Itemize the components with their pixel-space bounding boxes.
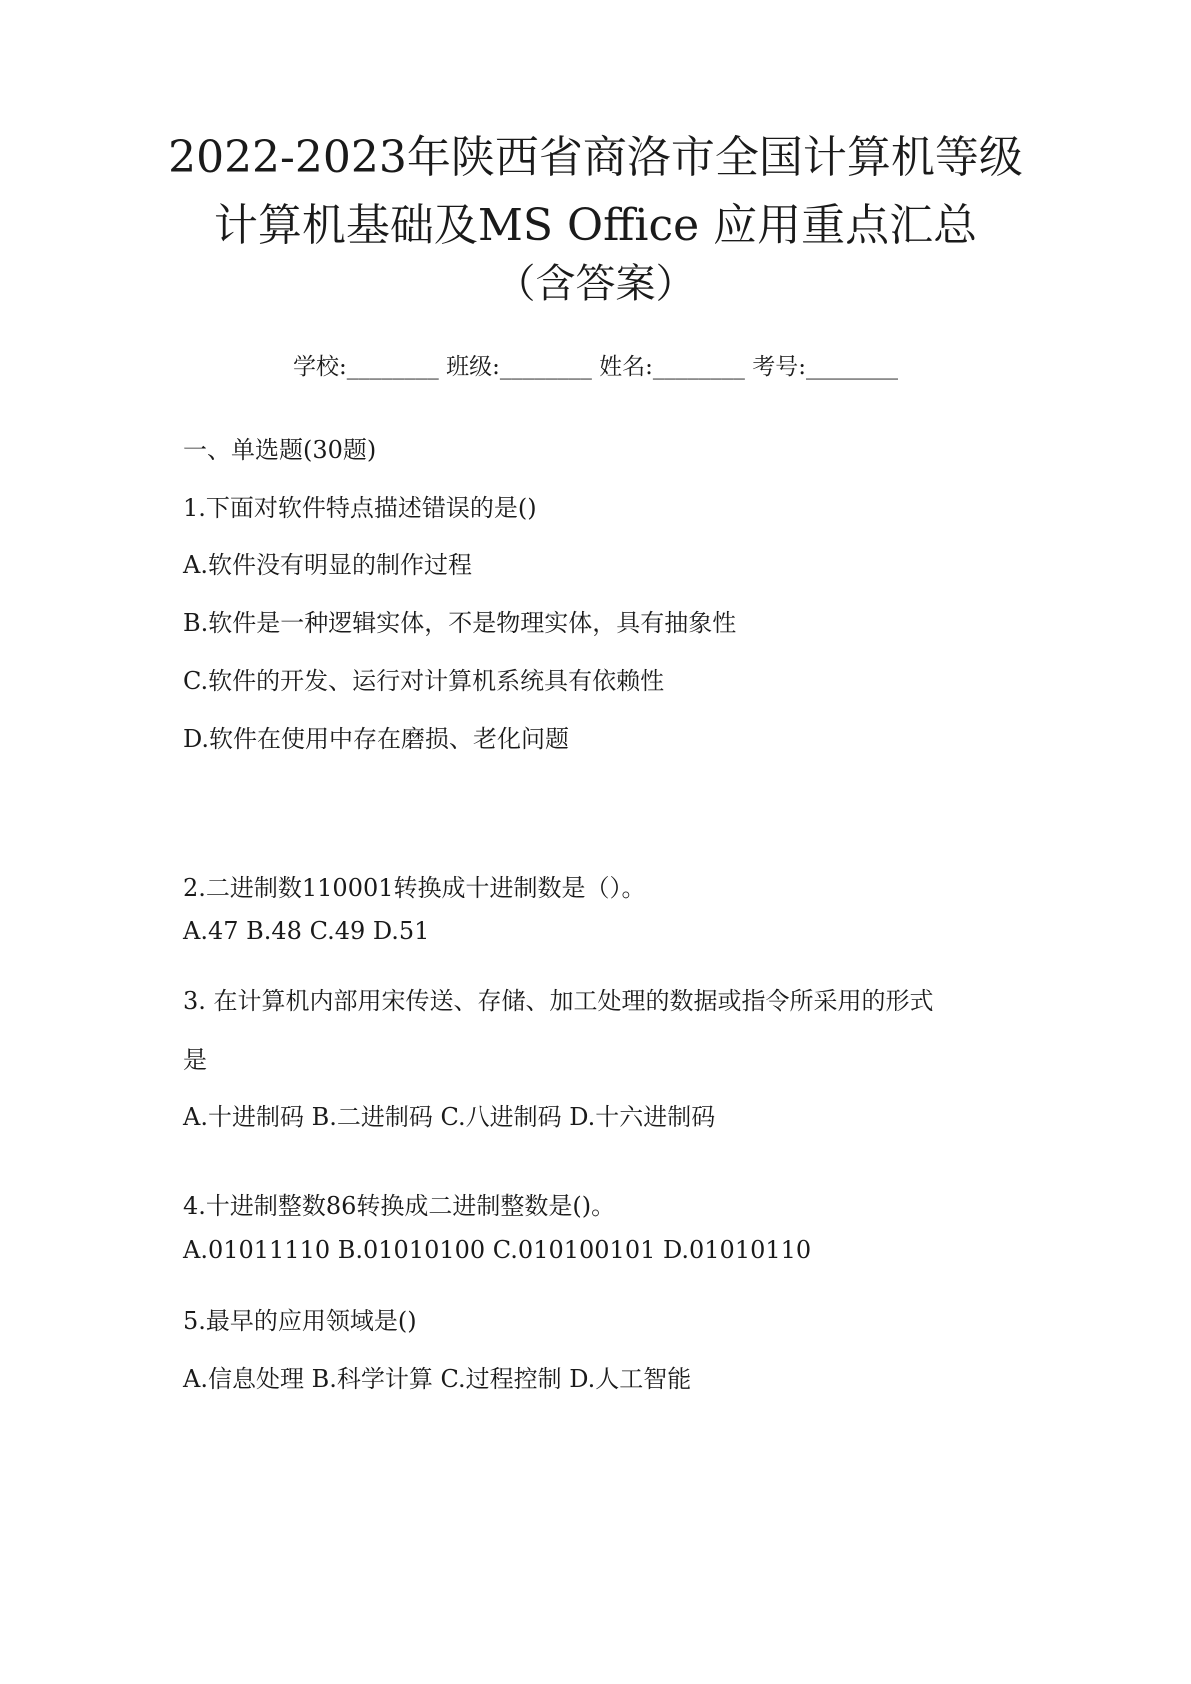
question-4-options: A.01011110 B.01010100 C.010100101 D.01010110	[183, 1236, 812, 1264]
question-3-stem-continued: 是	[183, 1046, 207, 1074]
question-3-stem: 3. 在计算机内部用宋传送、存储、加工处理的数据或指令所采用的形式	[183, 987, 934, 1015]
section-heading: 一、单选题(30题)	[183, 436, 377, 464]
question-1-stem: 1.下面对软件特点描述错误的是()	[183, 494, 537, 522]
question-5-stem: 5.最早的应用领域是()	[183, 1307, 417, 1335]
question-2-stem: 2.二进制数110001转换成十进制数是（）。	[183, 874, 646, 902]
question-1-option-b: B.软件是一种逻辑实体，不是物理实体，具有抽象性	[183, 609, 737, 637]
title-line-1: 2022-2023年陕西省商洛市全国计算机等级	[168, 132, 1023, 183]
question-1-option-c: C.软件的开发、运行对计算机系统具有依赖性	[183, 667, 665, 695]
title-line-2: 计算机基础及MS Office 应用重点汇总	[213, 200, 978, 251]
question-1-option-a: A.软件没有明显的制作过程	[183, 551, 472, 579]
question-1-option-d: D.软件在使用中存在磨损、老化问题	[183, 725, 570, 753]
question-3-options: A.十进制码 B.二进制码 C.八进制码 D.十六进制码	[183, 1103, 716, 1131]
question-2-options: A.47 B.48 C.49 D.51	[183, 917, 430, 945]
question-4-stem: 4.十进制整数86转换成二进制整数是()。	[183, 1192, 616, 1220]
student-info-line: 学校:________ 班级:________ 姓名:________ 考号:________	[293, 354, 898, 380]
question-5-options: A.信息处理 B.科学计算 C.过程控制 D.人工智能	[183, 1365, 692, 1393]
title-line-3: （含答案）	[495, 261, 696, 307]
